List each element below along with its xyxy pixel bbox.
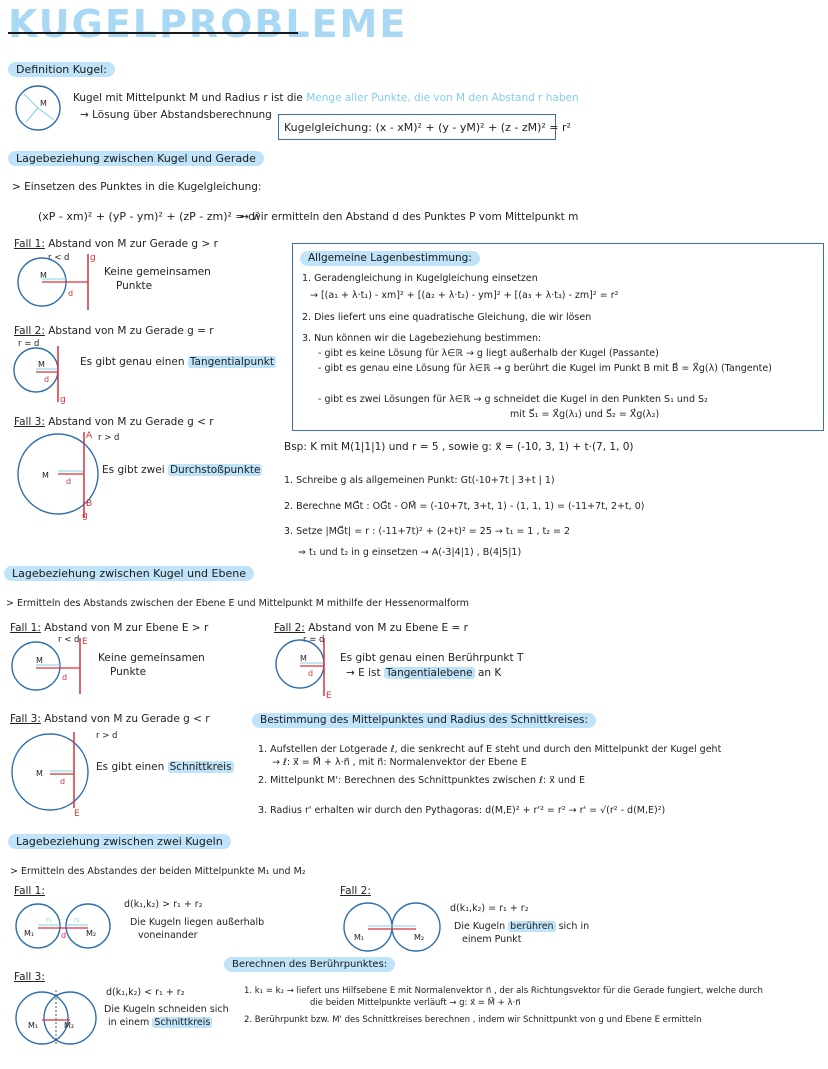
svg-text:A: A	[86, 431, 93, 441]
ebene-intro: > Ermitteln des Abstands zwischen der Ebene E und Mittelpunkt M mithilfe der Hessenormalform	[6, 598, 470, 609]
lagen-step2: 2. Dies liefert uns eine quadratische Gleichung, die wir lösen	[302, 312, 592, 323]
ebene-fall2-desc-1: Es gibt genau einen Berührpunkt T	[340, 652, 524, 664]
svg-text:E: E	[74, 809, 80, 819]
svg-text:M: M	[38, 360, 45, 369]
ebene-fall1-cond: r < d	[58, 635, 80, 645]
ebene-fall3-desc: Es gibt einen Schnittkreis	[96, 761, 232, 773]
svg-text:M: M	[36, 769, 43, 778]
svg-text:M: M	[40, 99, 47, 108]
svg-text:d: d	[66, 477, 72, 486]
gerade-fall3: Fall 3: Abstand von M zu Gerade g < r	[14, 416, 214, 428]
section-heading-kugeln: Lagebeziehung zwischen zwei Kugeln	[8, 834, 231, 849]
page-title: KUGELPROBLEME	[8, 2, 408, 46]
ebene-fall1-desc-1: Keine gemeinsamen	[98, 652, 205, 664]
gerade-fall1: Fall 1: Abstand von M zur Gerade g > r	[14, 238, 218, 250]
gerade-fall2: Fall 2: Abstand von M zu Gerade g = r	[14, 325, 214, 337]
kugeln-fall2-desc-1: Die Kugeln berühren sich in	[454, 921, 590, 932]
kugeln-fall1-diagram	[14, 900, 114, 952]
gerade-fall3-cond: r > d	[98, 433, 120, 443]
svg-text:B: B	[86, 499, 93, 509]
gerade-fall1-desc-2: Punkte	[116, 280, 153, 292]
label-g: g	[90, 253, 96, 263]
lagen-step3: 3. Nun können wir die Lagebeziehung bestimmen:	[302, 333, 542, 344]
ebene-fall2-diagram	[274, 636, 344, 700]
svg-text:r₂: r₂	[74, 916, 80, 924]
beispiel-head: Bsp: K mit M(1|1|1) und r = 5 , sowie g: x⃗ = (-10, 3, 1) + t·(7, 1, 0)	[284, 441, 634, 453]
beispiel-step3: 3. Setze |MG⃗t| = r : (-11+7t)² + (2+t)² = 25 → t₁ = 1 , t₂ = 2	[284, 526, 571, 537]
gerade-fall2-diagram	[12, 344, 82, 404]
lagen-bullet1: - gibt es keine Lösung für λ∈ℝ → g liegt außerhalb der Kugel (Passante)	[318, 348, 659, 359]
beispiel-step4: ⇒ t₁ und t₂ in g einsetzen → A(-3|4|1) , B(4|5|1)	[298, 547, 522, 558]
beruehr-heading: Berechnen des Berührpunktes:	[224, 957, 395, 972]
svg-text:g: g	[60, 395, 66, 405]
beruehr-step1b: die beiden Mittelpunkte verläuft → g: x⃗ = M⃗ + λ·n⃗	[310, 998, 521, 1008]
ebene-fall1-desc-2: Punkte	[110, 666, 147, 678]
label-M: M	[40, 271, 47, 280]
svg-text:M₂: M₂	[414, 933, 425, 942]
ebene-fall3: Fall 3: Abstand von M zu Gerade g < r	[10, 713, 210, 725]
lagen-bullet3: - gibt es zwei Lösungen für λ∈ℝ → g schneidet die Kugel in den Punkten S₁ und S₂	[318, 394, 708, 405]
lagen-bullet2: - gibt es genau eine Lösung für λ∈ℝ → g berührt die Kugel im Punkt B mit B⃗ = X⃗g(λ) (Tangente)	[318, 363, 772, 374]
kugeln-fall1-desc-1: Die Kugeln liegen außerhalb	[130, 917, 265, 928]
gerade-fall2-cond: r = d	[18, 339, 40, 349]
beispiel-step2: 2. Berechne MG⃗t : OG⃗t - OM⃗ = (-10+7t, 3+t, 1) - (1, 1, 1) = (-11+7t, 2+t, 0)	[284, 501, 645, 512]
gerade-fall1-diagram	[14, 252, 104, 312]
schnittkreis-step2: 2. Mittelpunkt M': Berechnen des Schnittpunktes zwischen ℓ: x⃗ und E	[258, 775, 585, 786]
svg-text:M: M	[300, 654, 307, 663]
gerade-fall1-cond: r < d	[48, 253, 70, 263]
gerade-fall1-desc-1: Keine gemeinsamen	[104, 266, 211, 278]
beruehr-step1: 1. k₁ = k₂ → liefert uns Hilfsebene E mit Normalenvektor n⃗ , der als Richtungsvektor für die Gerade fungiert, welche durch	[244, 986, 763, 996]
ebene-fall1-diagram	[10, 636, 100, 696]
ebene-fall3-diagram	[10, 728, 100, 819]
svg-text:E: E	[82, 637, 88, 647]
kugeln-fall2-diagram	[342, 900, 442, 954]
svg-text:d: d	[308, 669, 314, 678]
ebene-fall1: Fall 1: Abstand von M zur Ebene E > r	[10, 622, 209, 634]
section-heading-gerade: Lagebeziehung zwischen Kugel und Gerade	[8, 151, 264, 166]
svg-text:E: E	[326, 691, 332, 701]
abstand-formula: (xP - xm)² + (yP - ym)² + (zP - zm)² = d²	[38, 210, 260, 223]
svg-text:M₁: M₁	[24, 929, 35, 938]
schnittkreis-step1: 1. Aufstellen der Lotgerade ℓ, die senkrecht auf E steht und durch den Mittelpunkt der Kugel geht	[258, 744, 722, 755]
kugeln-fall3-desc-2: in einem Schnittkreis	[108, 1017, 211, 1028]
gerade-fall3-diagram	[14, 428, 104, 521]
lagen-heading: Allgemeine Lagenbestimmung:	[300, 251, 480, 266]
lagen-step1: 1. Geradengleichung in Kugelgleichung einsetzen	[302, 273, 538, 284]
title-underline	[8, 32, 298, 34]
definition-heading: Definition Kugel:	[8, 62, 115, 77]
schnittkreis-heading: Bestimmung des Mittelpunktes und Radius des Schnittkreises:	[252, 713, 596, 728]
definition-sphere-diagram	[14, 84, 62, 132]
svg-text:d: d	[61, 931, 67, 940]
schnittkreis-step1b: → ℓ: x⃗ = M⃗ + λ·n⃗ , mit n⃗: Normalenvektor der Ebene E	[272, 757, 527, 768]
label-d: d	[68, 289, 74, 298]
kugeln-fall3-label: Fall 3:	[14, 971, 45, 983]
section-heading-ebene: Lagebeziehung zwischen Kugel und Ebene	[4, 566, 254, 581]
kugelgleichung: Kugelgleichung: (x - xM)² + (y - yM)² + (z - zM)² = r²	[284, 121, 571, 134]
gerade-fall2-desc: Es gibt genau einen Tangentialpunkt	[80, 356, 274, 368]
kugeln-fall2-label: Fall 2:	[340, 885, 371, 897]
lagen-step1-eq: → [(a₁ + λ·t₁) - xm]² + [(a₂ + λ·t₂) - ym]² + [(a₃ + λ·t₃) - zm]² = r²	[310, 290, 619, 301]
svg-text:M₁: M₁	[28, 1021, 39, 1030]
svg-text:d: d	[62, 673, 68, 682]
kugeln-fall3-desc-1: Die Kugeln schneiden sich	[104, 1004, 229, 1015]
kugeln-fall3-diagram	[12, 988, 102, 1048]
kugeln-fall1-cond: d(k₁,k₂) > r₁ + r₂	[124, 899, 203, 910]
lagen-bullet3b: mit S⃗₁ = X⃗g(λ₁) und S⃗₂ = X⃗g(λ₂)	[510, 409, 660, 420]
beispiel-step1: 1. Schreibe g als allgemeinen Punkt: Gt(-10+7t | 3+t | 1)	[284, 475, 555, 486]
ebene-fall3-cond: r > d	[96, 731, 118, 741]
beruehr-step2: 2. Berührpunkt bzw. M' des Schnittkreises berechnen , indem wir Schnittpunkt von g und Ebene E ermitteln	[244, 1015, 702, 1025]
ebene-fall2: Fall 2: Abstand von M zu Ebene E = r	[274, 622, 468, 634]
kugeln-fall2-desc-2: einem Punkt	[462, 934, 522, 945]
gerade-fall3-desc: Es gibt zwei Durchstoßpunkte	[102, 464, 261, 476]
definition-line2: → Lösung über Abstandsberechnung	[80, 109, 272, 121]
svg-text:d: d	[44, 375, 50, 384]
svg-text:M: M	[36, 656, 43, 665]
svg-text:g: g	[82, 511, 88, 521]
gerade-intro: > Einsetzen des Punktes in die Kugelgleichung:	[12, 181, 262, 193]
svg-text:M: M	[42, 471, 49, 480]
svg-text:M₂: M₂	[64, 1021, 75, 1030]
kugeln-fall2-cond: d(k₁,k₂) = r₁ + r₂	[450, 903, 529, 914]
kugeln-fall3-cond: d(k₁,k₂) < r₁ + r₂	[106, 987, 185, 998]
kugeln-fall1-desc-2: voneinander	[138, 930, 198, 941]
abstand-formula-note: → wir ermitteln den Abstand d des Punktes P vom Mittelpunkt m	[240, 211, 579, 223]
kugeln-fall1-label: Fall 1:	[14, 885, 45, 897]
ebene-fall2-desc-2: → E ist Tangentialebene an K	[346, 667, 502, 679]
definition-line1: Kugel mit Mittelpunkt M und Radius r ist die Menge aller Punkte, die von M den Abstand r haben	[73, 92, 579, 104]
svg-text:r₁: r₁	[46, 916, 52, 924]
ebene-fall2-cond: r = d	[303, 635, 325, 645]
kugeln-intro: > Ermitteln des Abstandes der beiden Mittelpunkte M₁ und M₂	[10, 866, 306, 877]
schnittkreis-step3: 3. Radius r' erhalten wir durch den Pythagoras: d(M,E)² + r'² = r² → r' = √(r² - d(M,E)²)	[258, 805, 666, 816]
svg-text:d: d	[60, 777, 66, 786]
svg-text:M₁: M₁	[354, 933, 365, 942]
svg-text:M₂: M₂	[86, 929, 97, 938]
